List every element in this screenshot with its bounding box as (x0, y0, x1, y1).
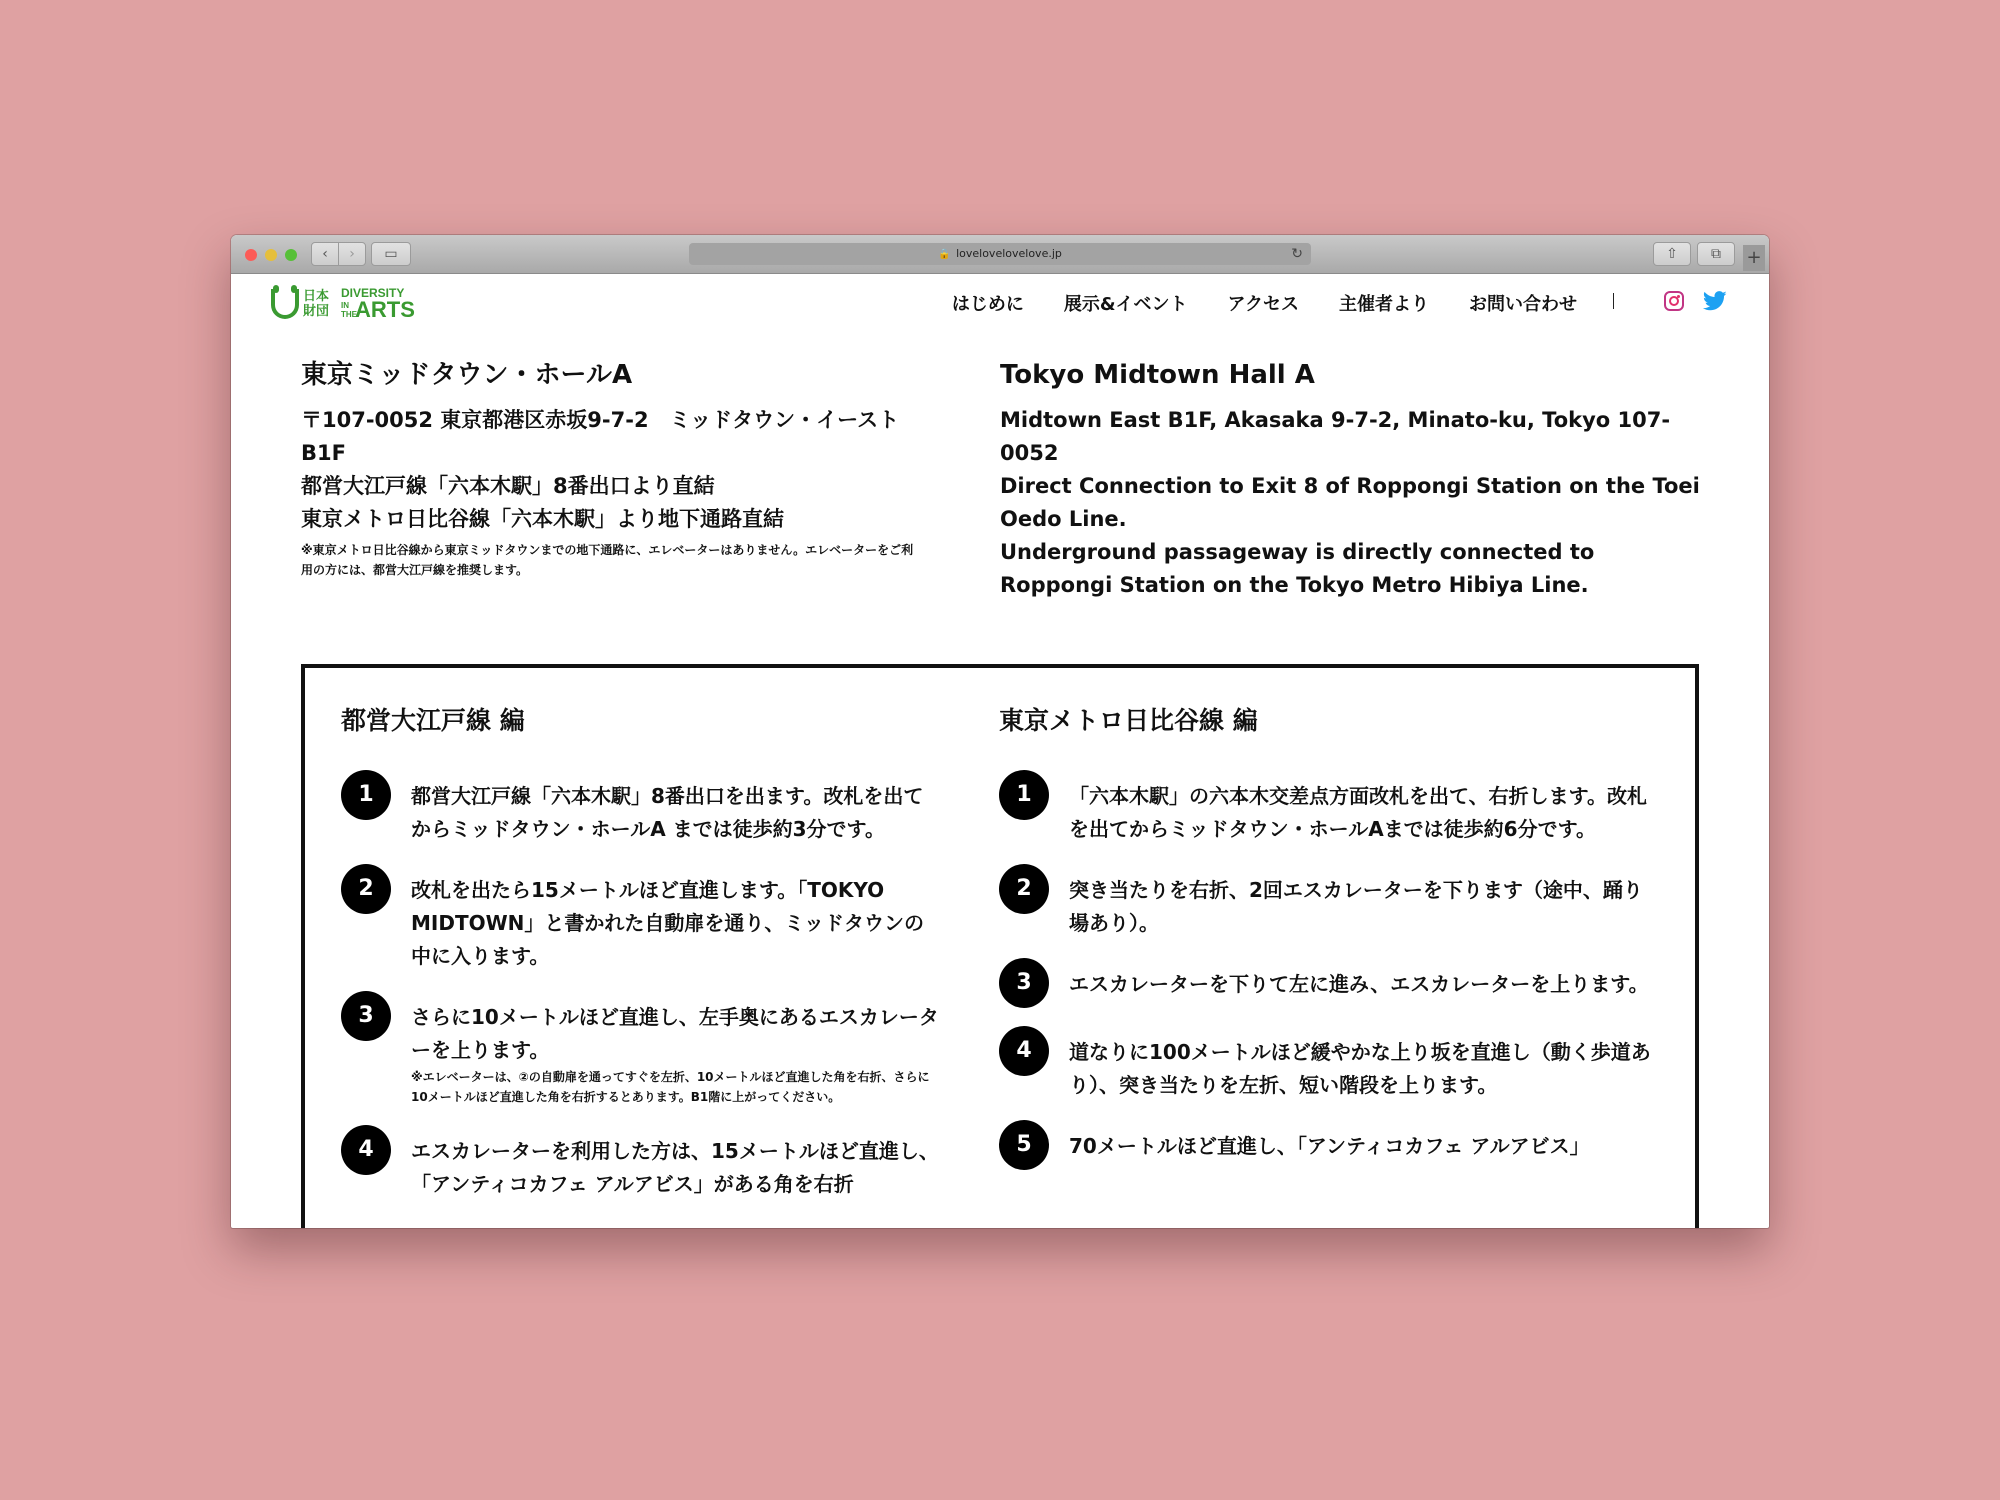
step-number: 4 (341, 1125, 391, 1175)
address-line: Underground passageway is directly connected to Roppongi Station on the Tokyo Metro Hibiya Line. (1000, 540, 1595, 597)
nav-item-intro[interactable]: はじめに (951, 294, 1024, 315)
logo-line1: DIVERSITY (341, 286, 405, 300)
nav-item-organizer[interactable]: 主催者より (1339, 294, 1429, 315)
address-line: Direct Connection to Exit 8 of Roppongi Station on the Toei Oedo Line. (1000, 474, 1700, 531)
twitter-icon[interactable] (1703, 290, 1727, 312)
address-line: 東京メトロ日比谷線「六本木駅」より地下通路直結 (301, 507, 784, 531)
step-note: ※エレベーターは、②の自動扉を通ってすぐを左折、10メートルほど直進した角を右折、さらに10メートルほど直進した角を右折するとあります。B1階に上がってください。 (411, 1070, 930, 1104)
step-number: 3 (341, 991, 391, 1041)
close-window-button[interactable] (245, 249, 257, 261)
route-hibiya (999, 704, 1659, 1188)
step-number: 3 (999, 958, 1049, 1008)
logo-line2: IN THE (341, 301, 357, 319)
route-title: 東京メトロ日比谷線 編 (999, 706, 1258, 735)
step-number: 2 (341, 864, 391, 914)
lock-icon: 🔒 (938, 249, 951, 260)
browser-window (231, 235, 1769, 1228)
step-text: 改札を出たら15メートルほど直進します。「TOKYO MIDTOWN」と書かれた自動扉を通り、ミッドタウンの中に入ります。 (411, 878, 924, 968)
step-number: 2 (999, 864, 1049, 914)
minimize-window-button[interactable] (265, 249, 277, 261)
nav-item-exhibitions-events[interactable]: 展示&イベント (1063, 294, 1188, 315)
step-text: エスカレーターを利用した方は、15メートルほど直進し、「アンティコカフェ アルアビス」がある角を右折 (411, 1139, 939, 1196)
elevator-note: ※東京メトロ日比谷線から東京ミッドタウンまでの地下通路に、エレベーターはありません。エレベーターをご利用の方には、都営大江戸線を推奨します。 (301, 543, 914, 577)
step-text: さらに10メートルほど直進し、左手奥にあるエスカレーターを上ります。 (411, 1005, 939, 1062)
route-step (999, 864, 1659, 940)
site-logo[interactable] (271, 287, 415, 321)
logo-wordmark (341, 287, 415, 321)
page-viewport (231, 274, 1769, 1228)
route-step (341, 770, 941, 846)
route-step (341, 864, 941, 973)
access-japanese (301, 358, 921, 580)
step-text: 突き当たりを右折、2回エスカレーターを下ります（途中、踊り場あり）。 (1069, 878, 1643, 935)
step-text: 70メートルほど直進し、「アンティコカフェ アルアビス」 (1069, 1134, 1590, 1158)
route-step (999, 770, 1659, 846)
logo-kanji: 日本財団 (303, 289, 330, 319)
address-line: 〒107-0052 東京都港区赤坂9-7-2 ミッドタウン・イースト B1F (301, 408, 900, 465)
browser-toolbar (231, 235, 1769, 274)
route-step (341, 991, 941, 1107)
instagram-icon[interactable] (1664, 291, 1684, 311)
step-text: 道なりに100メートルほど緩やかな上り坂を直進し（動く歩道あり）、突き当たりを左折、短い階段を上ります。 (1069, 1040, 1651, 1097)
route-step (999, 1026, 1659, 1102)
route-step (999, 1120, 1659, 1170)
address-bar[interactable] (689, 243, 1311, 265)
step-text: 「六本木駅」の六本木交差点方面改札を出て、右折します。改札を出てからミッドタウン・ホールAまでは徒歩約6分です。 (1069, 784, 1647, 841)
route-oedo (341, 704, 941, 1219)
logo-mark-icon (271, 289, 299, 319)
new-tab-button[interactable]: + (1743, 245, 1765, 271)
main-nav (952, 290, 1577, 316)
share-button[interactable]: ⇧ (1653, 242, 1691, 266)
step-text: 都営大江戸線「六本木駅」8番出口を出ます。改札を出てからミッドタウン・ホールA までは徒歩約3分です。 (411, 784, 924, 841)
site-header (231, 274, 1769, 336)
route-title: 都営大江戸線 編 (341, 706, 525, 735)
step-text: エスカレーターを下りて左に進み、エスカレーターを上ります。 (1069, 972, 1649, 996)
step-number: 5 (999, 1120, 1049, 1170)
step-number: 1 (999, 770, 1049, 820)
reload-icon[interactable]: ↻ (1291, 246, 1303, 262)
nav-item-contact[interactable]: お問い合わせ (1469, 294, 1577, 315)
url-text: lovelovelovelove.jp (956, 247, 1062, 260)
zoom-window-button[interactable] (285, 249, 297, 261)
address-line: Midtown East B1F, Akasaka 9-7-2, Minato-ku, Tokyo 107-0052 (1000, 408, 1671, 465)
show-tabs-button[interactable]: ⧉ (1697, 242, 1735, 266)
nav-divider (1613, 293, 1614, 309)
step-number: 4 (999, 1026, 1049, 1076)
route-step (999, 958, 1659, 1008)
back-button[interactable]: ‹ (311, 242, 339, 266)
sidebar-toggle-button[interactable]: ▭ (371, 242, 411, 266)
route-step (341, 1125, 941, 1201)
route-directions-box (301, 664, 1699, 1228)
step-number: 1 (341, 770, 391, 820)
access-english (1000, 358, 1700, 602)
venue-title-jp: 東京ミッドタウン・ホールA (301, 360, 633, 390)
forward-button[interactable]: › (338, 242, 366, 266)
address-line: 都営大江戸線「六本木駅」8番出口より直結 (301, 474, 715, 498)
nav-item-access[interactable]: アクセス (1227, 294, 1299, 315)
logo-line3: ARTS (355, 297, 415, 322)
venue-title-en: Tokyo Midtown Hall A (1000, 360, 1315, 390)
